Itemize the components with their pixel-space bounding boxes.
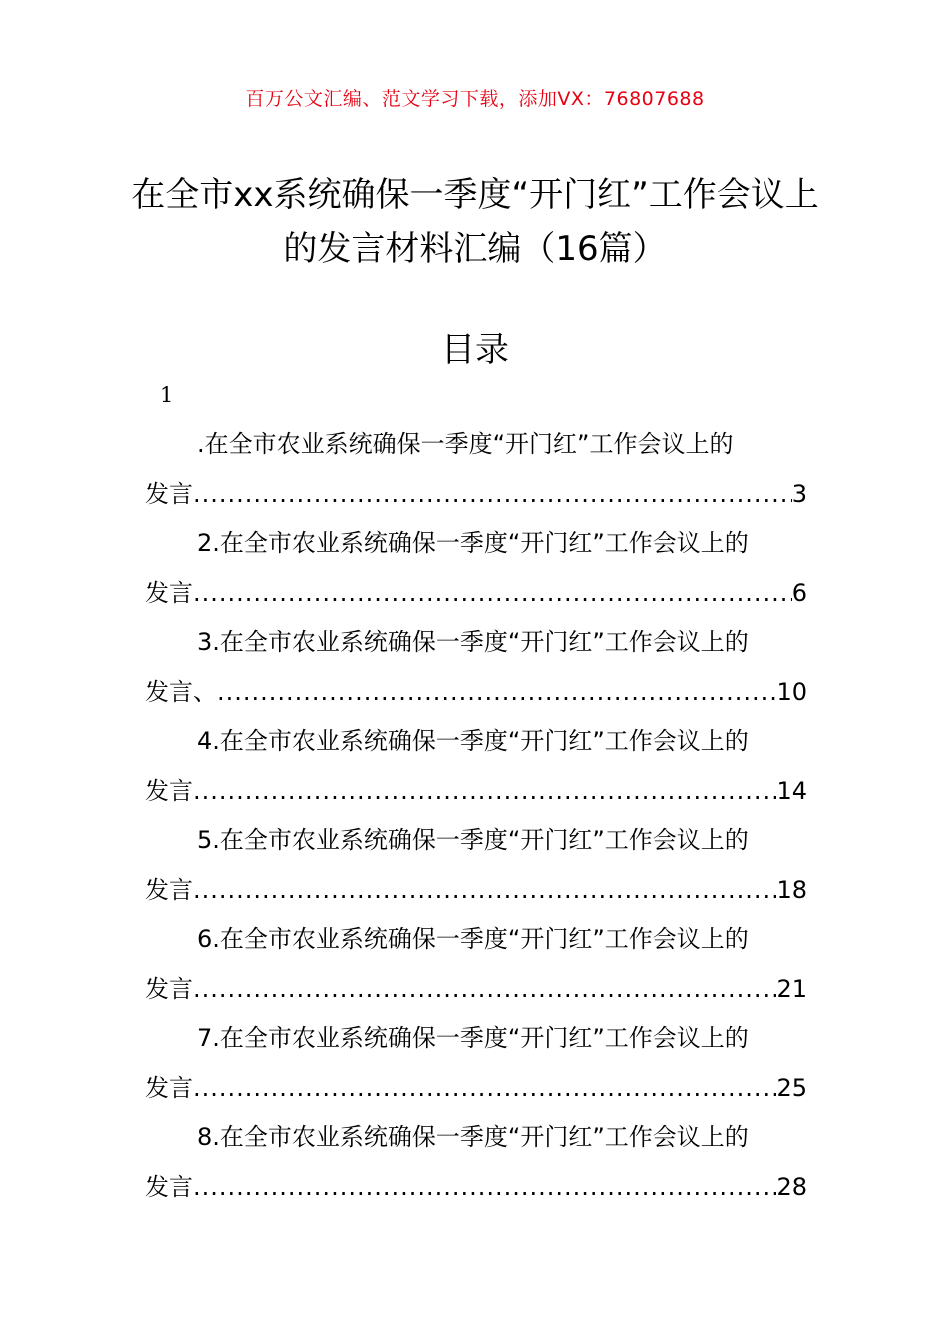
toc-entry-6[interactable] <box>145 915 807 1014</box>
toc-entry-title: .在全市农业系统确保一季度“开门红”工作会议上的 <box>197 430 734 458</box>
toc-page-number: 3 <box>791 479 807 508</box>
toc-heading: 目录 <box>441 330 509 370</box>
toc-page-number: 18 <box>776 875 807 904</box>
toc-entry-title-tail: 发言 <box>145 875 193 904</box>
toc-entry-title-tail: 发言 <box>145 479 193 508</box>
document-title: 在全市xx系统确保一季度“开门红”工作会议上的发言材料汇编（16篇） <box>131 175 819 269</box>
toc-leader-dots <box>193 965 776 1015</box>
toc-entry-title-tail: 发言、 <box>145 677 217 706</box>
toc-entry-title-tail: 发言 <box>145 1172 193 1201</box>
toc-entry-7[interactable] <box>145 1014 807 1113</box>
toc-entry-1[interactable] <box>145 420 807 519</box>
toc-entry-title-tail: 发言 <box>145 974 193 1003</box>
toc-leader-dots <box>217 668 776 718</box>
toc-marker: 1 <box>160 383 174 407</box>
table-of-contents <box>145 420 807 1212</box>
toc-entry-title: 8.在全市农业系统确保一季度“开门红”工作会议上的 <box>197 1123 749 1151</box>
toc-page-number: 14 <box>776 776 807 805</box>
toc-entry-8[interactable] <box>145 1113 807 1212</box>
toc-entry-title: 5.在全市农业系统确保一季度“开门红”工作会议上的 <box>197 826 749 854</box>
toc-leader-dots <box>193 1064 776 1114</box>
toc-entry-title: 6.在全市农业系统确保一季度“开门红”工作会议上的 <box>197 925 749 953</box>
toc-entry-title-tail: 发言 <box>145 578 193 607</box>
toc-leader-dots <box>193 470 792 520</box>
toc-leader-dots <box>193 1163 776 1213</box>
toc-page-number: 28 <box>776 1172 807 1201</box>
toc-entry-5[interactable] <box>145 816 807 915</box>
toc-page-number: 21 <box>776 974 807 1003</box>
toc-entry-2[interactable] <box>145 519 807 618</box>
toc-page-number: 25 <box>776 1073 807 1102</box>
toc-entry-title: 4.在全市农业系统确保一季度“开门红”工作会议上的 <box>197 727 749 755</box>
toc-page-number: 10 <box>776 677 807 706</box>
toc-entry-title: 7.在全市农业系统确保一季度“开门红”工作会议上的 <box>197 1024 749 1052</box>
toc-leader-dots <box>193 767 776 817</box>
toc-entry-4[interactable] <box>145 717 807 816</box>
toc-entry-3[interactable] <box>145 618 807 717</box>
toc-entry-title-tail: 发言 <box>145 776 193 805</box>
toc-entry-title: 2.在全市农业系统确保一季度“开门红”工作会议上的 <box>197 529 749 557</box>
toc-entry-title: 3.在全市农业系统确保一季度“开门红”工作会议上的 <box>197 628 749 656</box>
toc-leader-dots <box>193 569 792 619</box>
toc-leader-dots <box>193 866 776 916</box>
toc-entry-title-tail: 发言 <box>145 1073 193 1102</box>
header-note: 百万公文汇编、范文学习下载，添加VX：76807688 <box>245 88 705 110</box>
toc-page-number: 6 <box>791 578 807 607</box>
